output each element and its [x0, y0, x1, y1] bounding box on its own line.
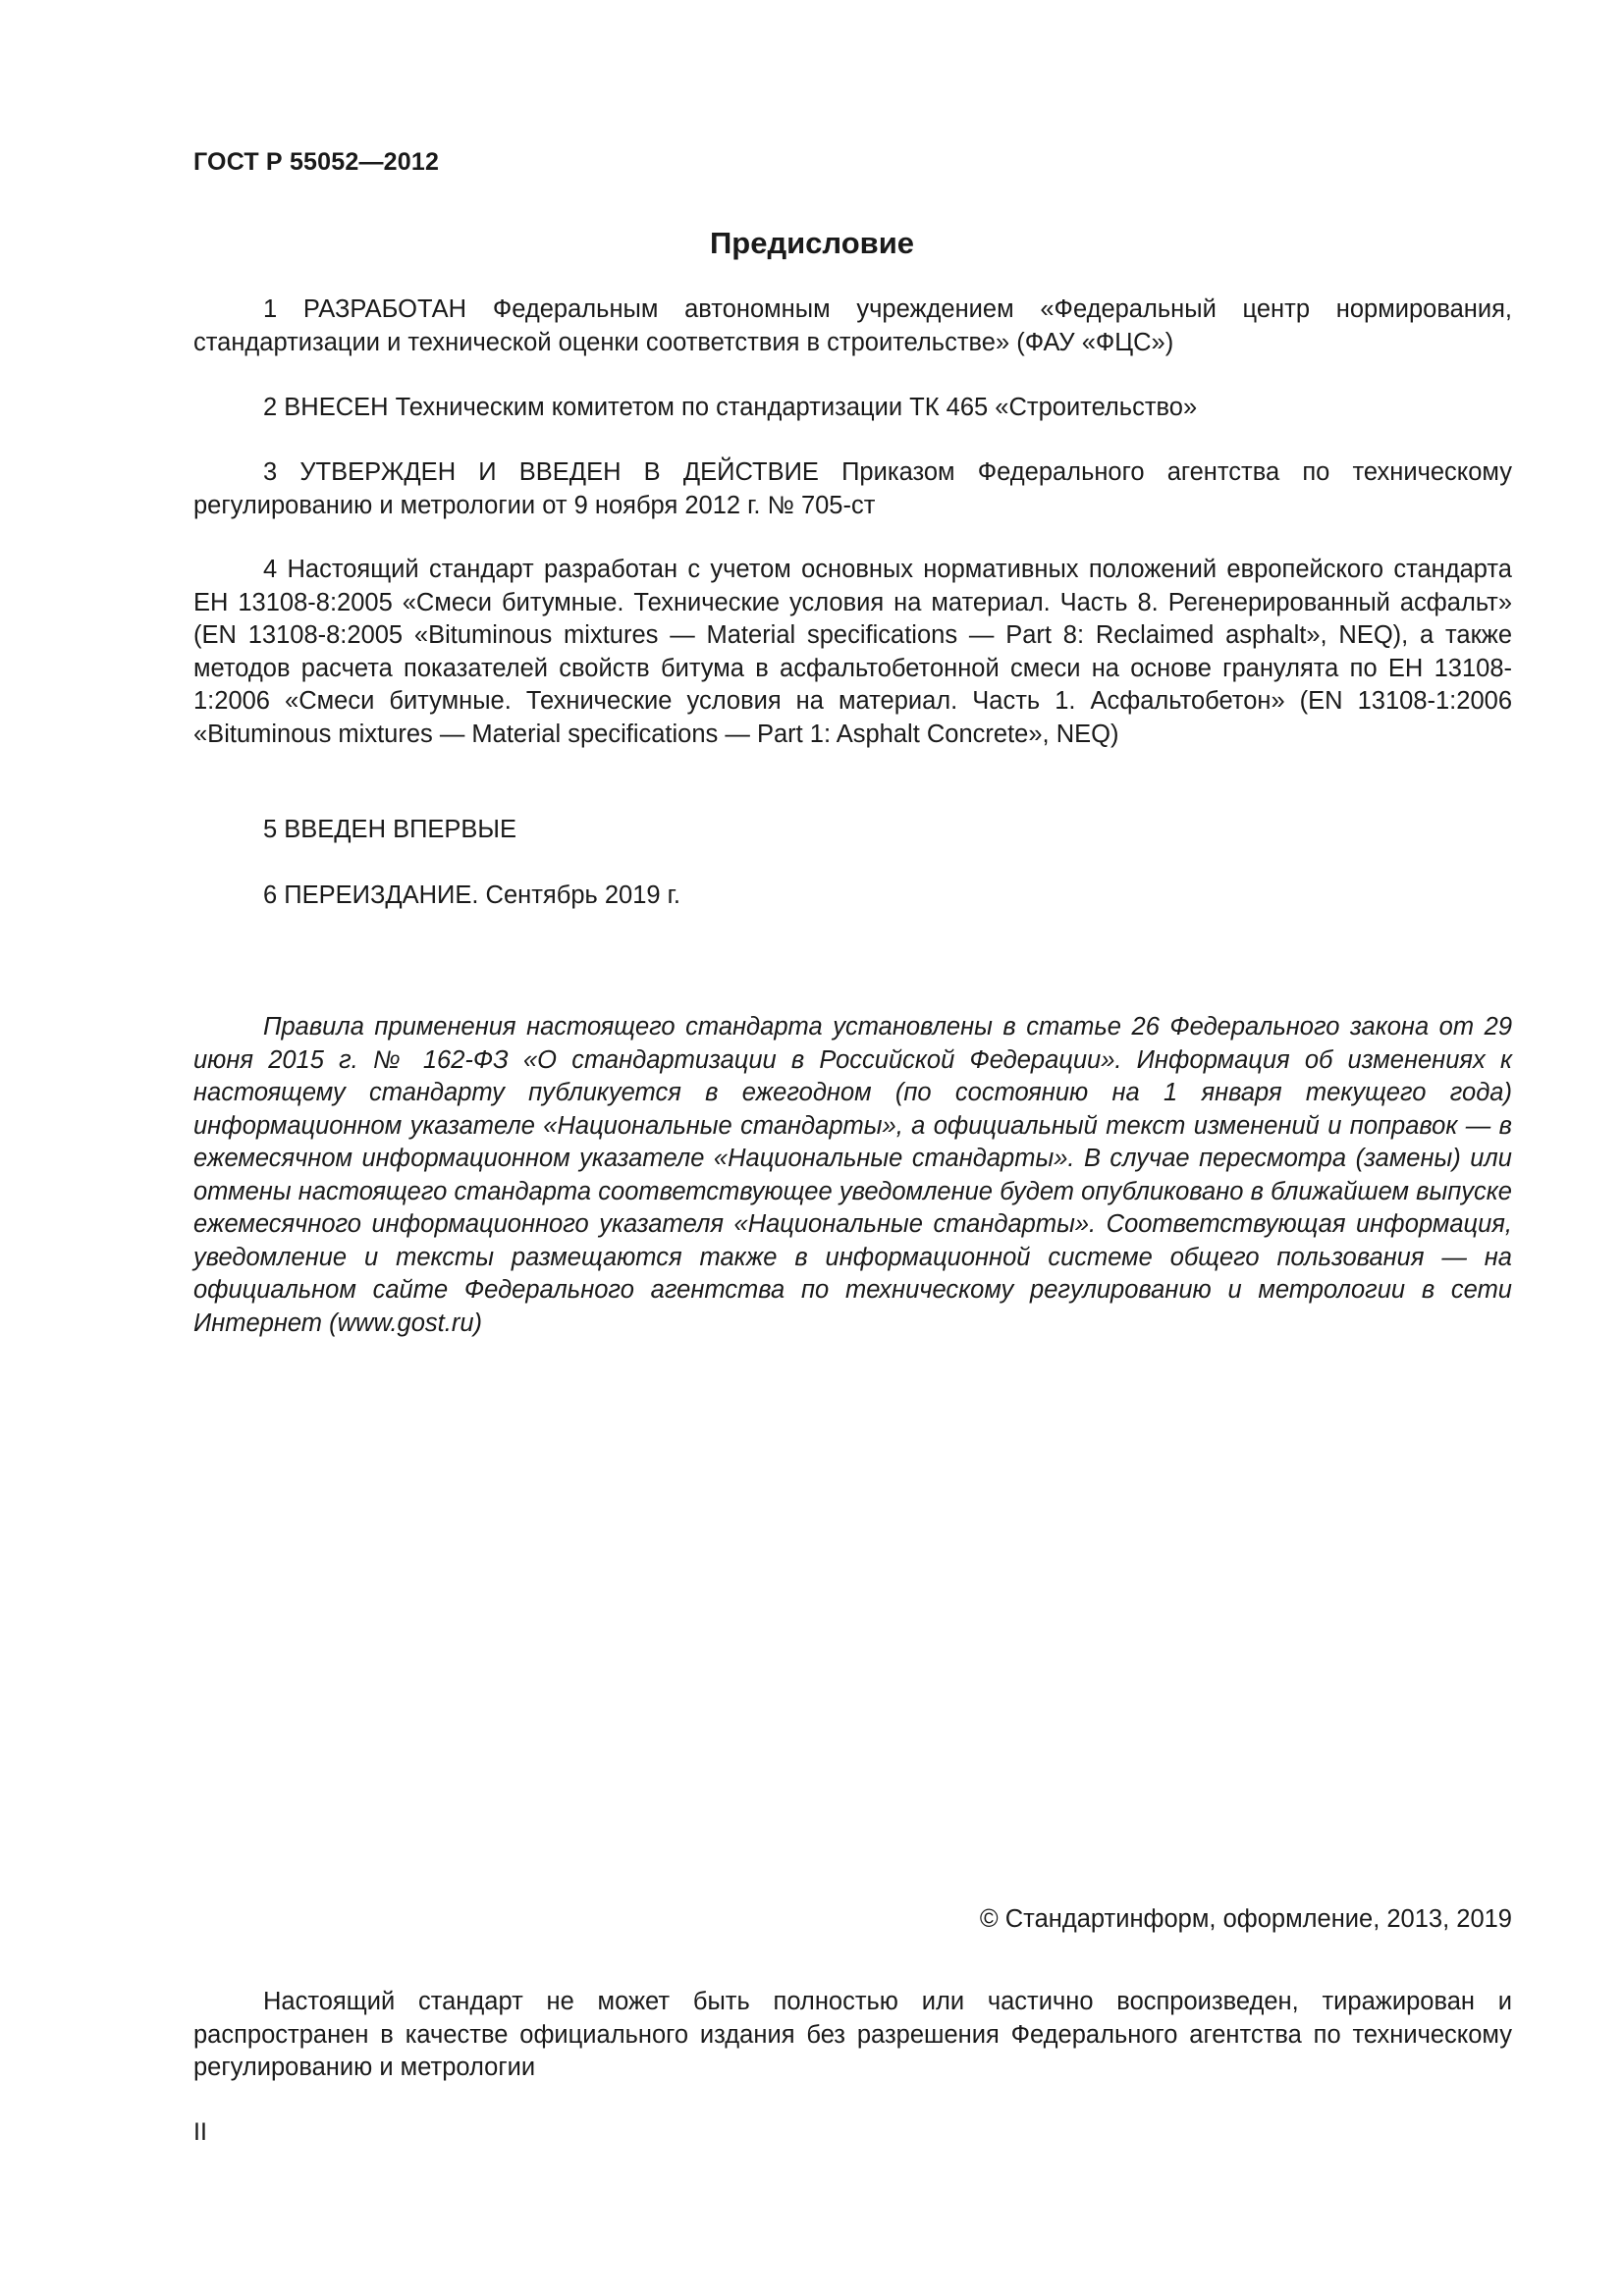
- rules-notice: Правила применения настоящего стандарта установлены в статье 26 Федерального закона от 29 июня 2015 г. № 162-ФЗ «О стандартизации в Российской Федерации». Информация об изменениях к настоящему стандарту публикуется в ежегодном (по состоянию на 1 января текущего года) информационном указателе «Национальные стандарты», а официальный текст изменений и поправок — в ежемесячном информационном указателе «Национальные стандарты». В случае пересмотра (замены) или отмены настоящего стандарта соответствующее уведомление будет опубликовано в ближайшем выпуске ежемесячного информационного указателя «Национальные стандарты». Соответствующая информация, уведомление и тексты размещаются также в информационной системе общего пользования — на официальном сайте Федерального агентства по техническому регулированию и метрологии в сети Интернет (www.gost.ru): [193, 1013, 1512, 1337]
- document-id-header: ГОСТ Р 55052—2012: [193, 148, 440, 176]
- foreword-item-2: 2 ВНЕСЕН Техническим комитетом по стандартизации ТК 465 «Строительство»: [263, 394, 1198, 421]
- page-title: Предисловие: [709, 226, 914, 260]
- copyright-notice: © Стандартинформ, оформление, 2013, 2019: [979, 1905, 1512, 1933]
- page-number: II: [193, 2118, 207, 2146]
- foreword-item-4: 4 Настоящий стандарт разработан с учетом основных нормативных положений европейского стандарта ЕН 13108-8:2005 «Смеси битумные. Технические условия на материал. Часть 8. Регенерированный асфальт» (EN 13108-8:2005 «Bituminous mixtures — Material specifications — Part 8: Reclaimed asphalt», NEQ), а также методов расчета показателей свойств битума в асфальтобетонной смеси на основе гранулята по ЕН 13108-1:2006 «Смеси битумные. Технические условия на материал. Часть 1. Асфальтобетон» (EN 13108-1:2006 «Bituminous mixtures — Material specifications — Part 1: Asphalt Concrete», NEQ): [193, 556, 1512, 748]
- foreword-item-6: 6 ПЕРЕИЗДАНИЕ. Сентябрь 2019 г.: [263, 881, 680, 909]
- foreword-item-5: 5 ВВЕДЕН ВПЕРВЫЕ: [263, 816, 517, 843]
- reproduction-notice: Настоящий стандарт не может быть полностью или частично воспроизведен, тиражирован и распространен в качестве официального издания без разрешения Федерального агентства по техническому регулированию и метрологии: [193, 1988, 1512, 2081]
- foreword-item-1: 1 РАЗРАБОТАН Федеральным автономным учреждением «Федеральный центр нормирования, стандартизации и технической оценки соответствия в строительстве» (ФАУ «ФЦС»): [193, 295, 1512, 356]
- foreword-item-3: 3 УТВЕРЖДЕН И ВВЕДЕН В ДЕЙСТВИЕ Приказом Федерального агентства по техническому регулированию и метрологии от 9 ноября 2012 г. № 705-ст: [193, 458, 1512, 519]
